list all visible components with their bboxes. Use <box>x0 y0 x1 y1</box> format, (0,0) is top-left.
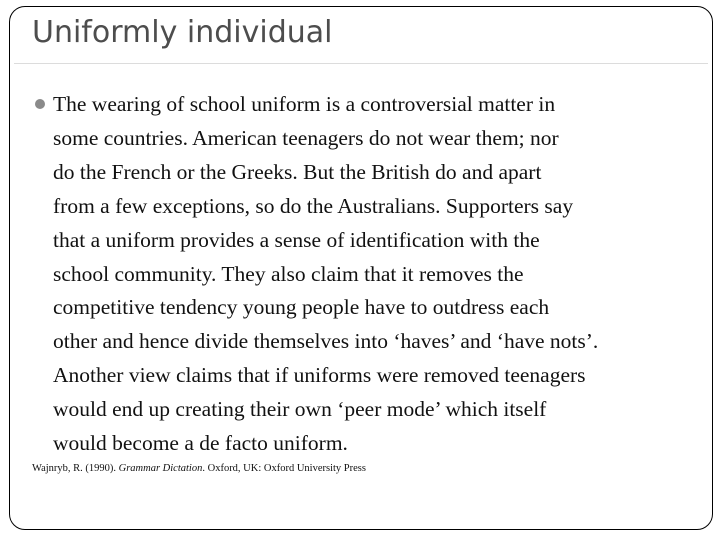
citation <box>32 462 366 476</box>
bullet-paragraph <box>53 88 703 461</box>
paragraph-line: The wearing of school uniform is a controversial matter in <box>53 92 556 116</box>
paragraph-line: competitive tendency young people have to outdress each <box>53 295 550 320</box>
title-divider <box>14 63 708 64</box>
paragraph-line: other and hence divide themselves into ‘haves’ and ‘have nots’. <box>53 329 599 354</box>
bullet-circle-icon <box>35 99 45 109</box>
paragraph-line: that a uniform provides a sense of identification with the <box>53 227 540 252</box>
paragraph-line: would end up creating their own ‘peer mode’ which itself <box>53 397 547 422</box>
citation-publisher: . Oxford, UK: Oxford University Press <box>202 463 366 474</box>
paragraph-line: Another view claims that if uniforms were removed teenagers <box>53 363 586 388</box>
slide-title: Uniformly individual <box>32 15 333 50</box>
citation-work-title: Grammar Dictation <box>118 463 203 474</box>
paragraph-line: school community. They also claim that it removes the <box>53 261 524 286</box>
paragraph-line: some countries. American teenagers do not wear them; nor <box>53 125 559 150</box>
paragraph-line: do the French or the Greeks. But the British do and apart <box>53 159 542 184</box>
paragraph-line: from a few exceptions, so do the Australians. Supporters say <box>53 193 574 218</box>
citation-authors: Wajnryb, R. (1990). <box>32 463 119 474</box>
paragraph-line: would become a de facto uniform. <box>53 431 348 456</box>
